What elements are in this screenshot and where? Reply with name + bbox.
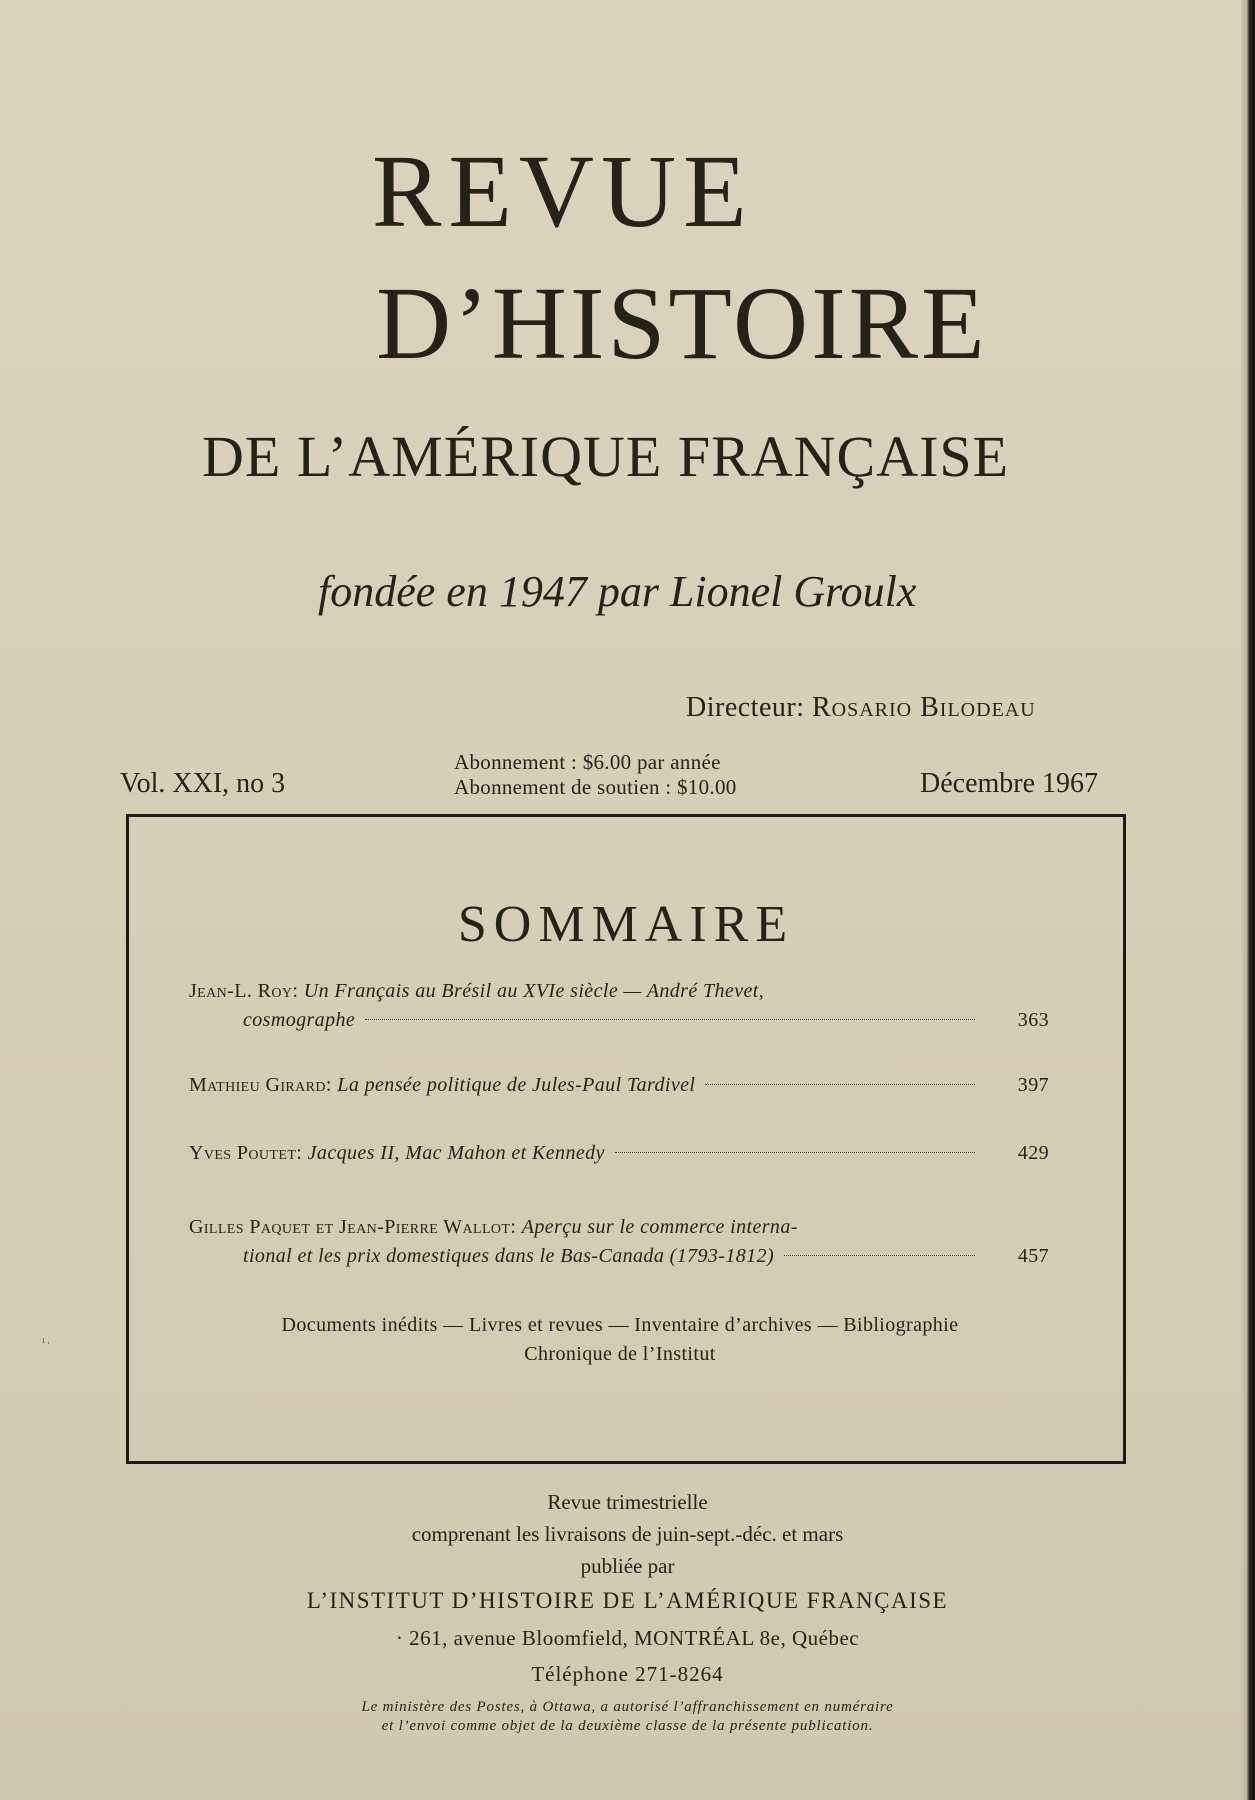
dot-leader <box>784 1255 975 1256</box>
entry-title-continued: cosmographe <box>243 1009 356 1031</box>
sommaire-heading: SOMMAIRE <box>457 896 795 953</box>
other-sections-line2: Chronique de l’Institut <box>524 1343 716 1365</box>
director-line <box>686 692 1206 724</box>
support-subscription-price: Abonnement de soutien : $10.00 <box>454 775 737 799</box>
publication-frequency: Revue trimestrielle <box>547 1490 708 1514</box>
dot-leader <box>705 1084 975 1085</box>
director-label: Directeur: <box>686 692 805 723</box>
masthead-revue: REVUE <box>372 134 754 249</box>
postal-notice-line1: Le ministère des Postes, à Ottawa, a autorisé l’affranchissement en numéraire <box>361 1699 894 1715</box>
entry-author: Mathieu Girard: <box>189 1074 332 1096</box>
subscription-info <box>454 750 737 800</box>
entry-title-continued: tional et les prix domestiques dans le Bas-Canada (1793-1812) <box>243 1245 775 1267</box>
contents-entry <box>189 1213 1049 1271</box>
entry-title: Jacques II, Mac Mahon et Kennedy <box>307 1142 605 1164</box>
dot-leader <box>365 1019 975 1020</box>
print-speck: ı , <box>42 1335 50 1346</box>
issue-date: Décembre 1967 <box>920 768 1099 799</box>
dot-leader <box>615 1152 975 1153</box>
masthead-amerique-francaise: DE L’AMÉRIQUE FRANÇAISE <box>202 424 1010 489</box>
founded-line: fondée en 1947 par Lionel Groulx <box>318 567 917 616</box>
entry-page: 397 <box>1017 1074 1049 1096</box>
entry-author: Yves Poutet: <box>189 1142 303 1164</box>
entry-page: 363 <box>1017 1009 1049 1031</box>
other-sections-line1: Documents inédits — Livres et revues — Inventaire d’archives — Bibliographie <box>281 1314 959 1336</box>
publisher-name: L’INSTITUT D’HISTOIRE DE L’AMÉRIQUE FRANÇAISE <box>306 1588 949 1613</box>
contents-box <box>126 814 1126 1464</box>
entry-page: 429 <box>1017 1142 1049 1164</box>
contents-entry <box>189 1139 1049 1168</box>
subscription-price: Abonnement : $6.00 par année <box>454 750 721 774</box>
contents-entry <box>189 1071 1049 1100</box>
entry-author: Jean-L. Roy: <box>189 980 299 1002</box>
contents-entry <box>189 977 1049 1035</box>
entry-page: 457 <box>1017 1245 1049 1267</box>
entry-author: Gilles Paquet et Jean-Pierre Wallot: <box>189 1216 517 1238</box>
masthead-histoire: D’HISTOIRE <box>376 266 988 381</box>
entry-title: La pensée politique de Jules-Paul Tardivel <box>337 1074 696 1096</box>
director-name: Rosario Bilodeau <box>812 692 1036 723</box>
issue-schedule: comprenant les livraisons de juin-sept.-déc. et mars <box>411 1522 844 1546</box>
other-sections <box>189 1311 1051 1369</box>
entry-title: Un Français au Brésil au XVIe siècle — André Thevet, <box>303 980 765 1002</box>
publisher-phone: Téléphone 271-8264 <box>531 1662 724 1686</box>
entry-title: Aperçu sur le commerce interna- <box>521 1216 798 1238</box>
publisher-address: · 261, avenue Bloomfield, MONTRÉAL 8e, Québec <box>395 1626 860 1650</box>
published-by: publiée par <box>580 1554 675 1578</box>
volume-number: Vol. XXI, no 3 <box>120 768 286 799</box>
postal-notice <box>0 1698 1255 1736</box>
postal-notice-line2: et l’envoi comme objet de la deuxième classe de la présente publication. <box>381 1718 874 1734</box>
